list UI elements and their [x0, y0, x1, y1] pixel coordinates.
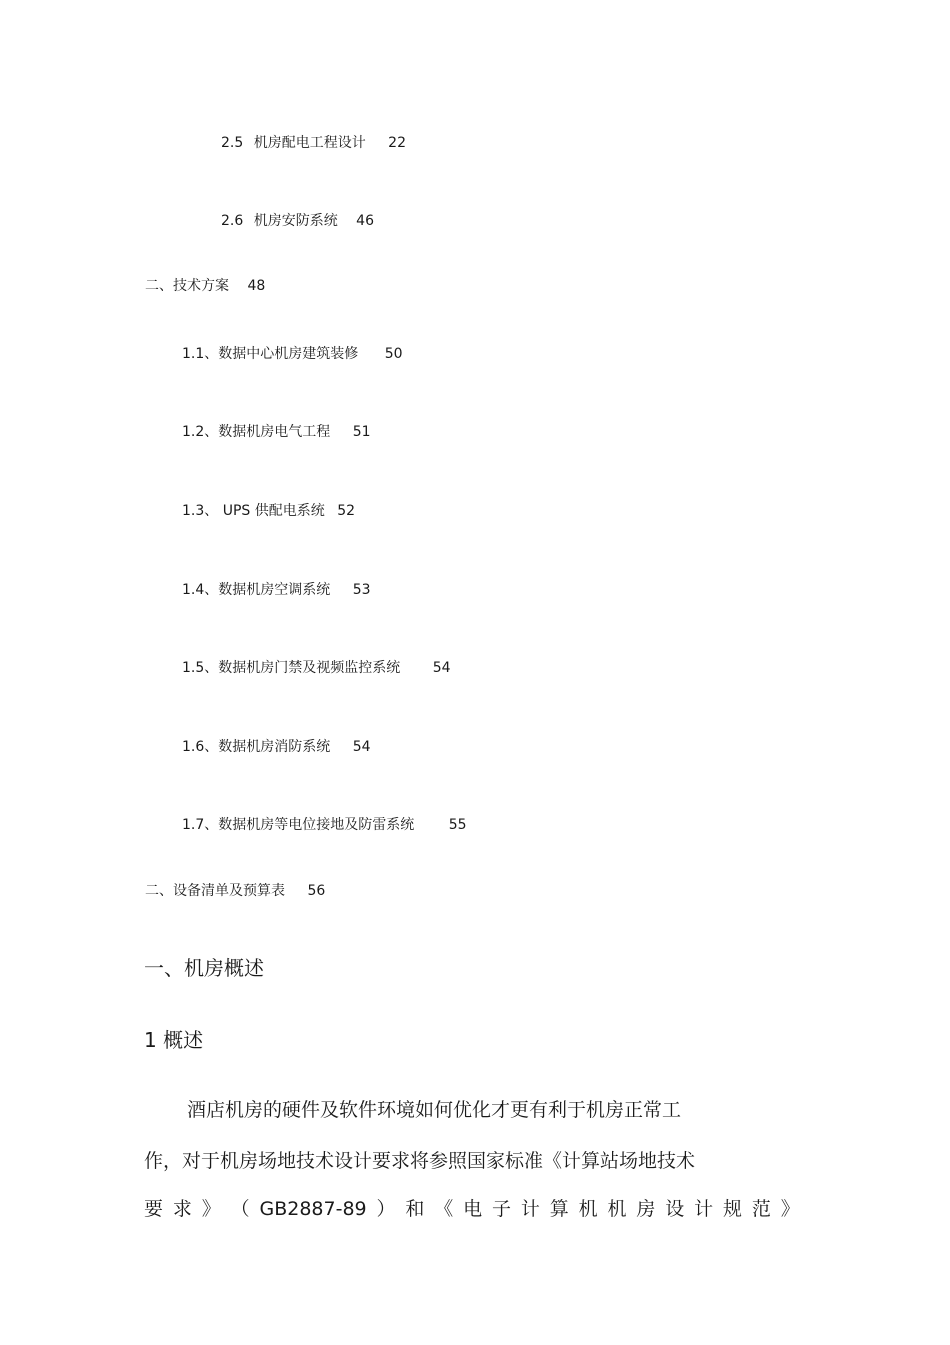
- text-fragment: 机: [578, 1198, 598, 1220]
- text-fragment: ）: [376, 1198, 396, 1220]
- toc-entry-1-1[interactable]: [182, 345, 403, 363]
- paragraph-line-justified: [144, 1196, 800, 1222]
- toc-title: 数据机房等电位接地及防雷系统: [218, 817, 415, 833]
- text-fragment: 计: [694, 1198, 714, 1220]
- text-fragment: 》: [780, 1198, 800, 1220]
- text-fragment: 》: [201, 1198, 221, 1220]
- toc-page-number: 52: [337, 503, 356, 519]
- text-fragment: 房: [636, 1198, 656, 1220]
- toc-entry-1-5[interactable]: [182, 659, 451, 677]
- toc-page-number: 46: [356, 213, 374, 229]
- toc-entry-1-6[interactable]: [182, 738, 371, 756]
- toc-page-number: 55: [448, 817, 467, 833]
- toc-entry-1-4[interactable]: [182, 581, 371, 599]
- toc-title: 数据中心机房建筑装修: [218, 346, 359, 362]
- toc-page-number: 56: [307, 883, 326, 899]
- toc-number: 1.1、: [182, 346, 219, 362]
- text-fragment: 计: [520, 1198, 540, 1220]
- toc-number: 1.2、: [182, 424, 219, 440]
- toc-entry-1-2[interactable]: [182, 423, 371, 441]
- text-fragment: 电: [463, 1198, 483, 1220]
- toc-number: 1.5、: [182, 660, 219, 676]
- toc-title: 机房安防系统: [253, 213, 338, 229]
- text-fragment: 求: [172, 1198, 192, 1220]
- text-fragment: 算: [549, 1198, 569, 1220]
- toc-page-number: 54: [432, 660, 451, 676]
- toc-number: 2.5: [221, 135, 244, 151]
- text-fragment: 子: [492, 1198, 512, 1220]
- toc-title: 二、技术方案: [145, 278, 229, 294]
- text-fragment: 和: [405, 1198, 425, 1220]
- text-fragment: GB2887-89: [259, 1198, 367, 1220]
- toc-entry-2-6[interactable]: [221, 212, 374, 230]
- toc-entry-2-5[interactable]: [221, 134, 406, 152]
- toc-title: 数据机房消防系统: [218, 739, 331, 755]
- toc-number: 2.6: [221, 213, 244, 229]
- toc-number: 1.3、: [182, 503, 219, 519]
- toc-number: 1.6、: [182, 739, 219, 755]
- toc-title: 数据机房空调系统: [218, 582, 331, 598]
- toc-title: UPS 供配电系统: [222, 503, 325, 519]
- toc-page-number: 54: [352, 739, 371, 755]
- toc-title: 机房配电工程设计: [253, 135, 366, 151]
- toc-page-number: 22: [388, 135, 406, 151]
- text-fragment: （: [230, 1198, 250, 1220]
- toc-page-number: 50: [384, 346, 403, 362]
- paragraph-line: 作，对于机房场地技术设计要求将参照国家标准《计算站场地技术: [144, 1150, 696, 1172]
- text-fragment: 范: [751, 1198, 771, 1220]
- toc-entry-technical-plan[interactable]: [145, 277, 265, 295]
- toc-entry-equipment-list[interactable]: [145, 882, 325, 900]
- toc-title: 二、设备清单及预算表: [145, 883, 285, 899]
- toc-entry-1-7[interactable]: [182, 816, 467, 834]
- toc-entry-1-3[interactable]: [182, 502, 355, 520]
- toc-number: 1.7、: [182, 817, 219, 833]
- text-fragment: 规: [723, 1198, 743, 1220]
- text-fragment: 《: [434, 1198, 454, 1220]
- toc-page-number: 53: [352, 582, 371, 598]
- text-fragment: 机: [607, 1198, 627, 1220]
- toc-number: 1.4、: [182, 582, 219, 598]
- text-fragment: 设: [665, 1198, 685, 1220]
- toc-title: 数据机房门禁及视频监控系统: [218, 660, 401, 676]
- text-fragment: 要: [144, 1198, 164, 1220]
- toc-title: 数据机房电气工程: [218, 424, 331, 440]
- paragraph-line: 酒店机房的硬件及软件环境如何优化才更有利于机房正常工: [187, 1099, 682, 1121]
- toc-page-number: 48: [247, 278, 266, 294]
- section-title: 1 概述: [144, 1028, 204, 1052]
- chapter-title: 一、机房概述: [144, 956, 264, 980]
- toc-page-number: 51: [352, 424, 371, 440]
